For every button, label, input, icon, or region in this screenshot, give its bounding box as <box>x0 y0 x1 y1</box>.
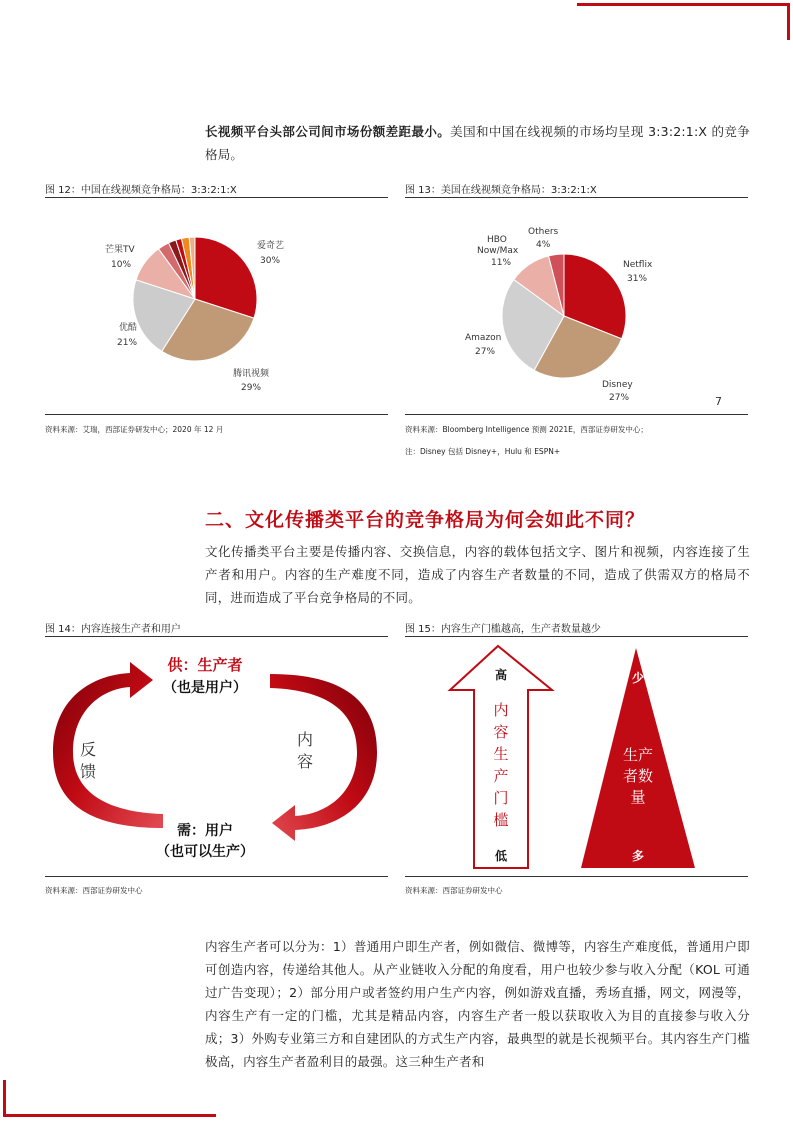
section-2-title: 二、文化传播类平台的竞争格局为何会如此不同？ <box>205 509 646 531</box>
fig12-label-youku: 优酷 <box>119 323 138 333</box>
fig13-label-netflix: Netflix <box>623 260 653 270</box>
content-arc <box>270 674 377 841</box>
arrowText-char: 门 <box>493 789 509 807</box>
fig13-pct-others: 4% <box>536 240 551 250</box>
fig13-label-others: Others <box>528 227 559 237</box>
fig14-bottom-rule <box>45 876 388 877</box>
leftText-char: 馈 <box>79 762 97 781</box>
fig12-bottom-rule <box>45 414 388 415</box>
arrowText-char: 生 <box>493 745 509 763</box>
fig15-title: 图 15：内容生产门槛越高，生产者数量越少 <box>405 624 601 635</box>
fig12-title: 图 12：中国在线视频竞争格局：3:3:2:1:X <box>45 185 237 196</box>
arrowText-char: 容 <box>493 723 509 741</box>
fig15-bottom-rule <box>405 876 748 877</box>
fig13-pct-hbo: 11% <box>491 258 512 268</box>
fig13-source: 资料来源：Bloomberg Intelligence 预测 2021E，西部证券研发中心； <box>405 425 648 434</box>
fig13-label-hbo1: HBO <box>487 235 507 245</box>
fig12-pct-mango: 10% <box>111 260 132 270</box>
fig13-pie-chart <box>405 200 748 410</box>
svg-text:内容 <box>297 730 313 771</box>
fig13-label-hbo2: Now/Max <box>477 246 519 256</box>
top-right-corner-edge <box>787 3 790 40</box>
fig14-source: 资料来源：西部证券研发中心 <box>45 886 143 895</box>
fig14-demand: 需：用户 <box>177 823 233 839</box>
svg-text:反馈 <box>80 740 96 781</box>
arrowText-char: 内 <box>493 701 509 719</box>
bottom-left-corner-edge <box>3 1080 6 1117</box>
fig14-title: 图 14：内容连接生产者和用户 <box>45 624 181 635</box>
fig13-top-rule <box>405 197 748 198</box>
tri-text-line: 量 <box>630 788 646 806</box>
fig13-title: 图 13：美国在线视频竞争格局：3:3:2:1:X <box>405 185 597 196</box>
fig15-tri-bottom: 多 <box>631 849 645 863</box>
arrowText-char: 槛 <box>493 811 509 829</box>
fig15-diagram <box>405 640 748 875</box>
fig12-pct-iqiyi: 30% <box>260 256 281 266</box>
top-right-corner-bar <box>577 3 790 6</box>
tri-text-line: 生产 <box>622 746 654 764</box>
fig13-pct-disney: 27% <box>609 393 630 403</box>
fig15-top-label: 高 <box>494 668 508 682</box>
rightText-char: 内 <box>296 730 314 749</box>
intro-bold: 长视频平台头部公司间市场份额差距最小。 <box>205 124 451 139</box>
fig14-left-text <box>80 740 96 781</box>
fig12-label-tencent: 腾讯视频 <box>233 369 270 379</box>
section-2-paragraph: 文化传播类平台主要是传播内容、交换信息，内容的载体包括文字、图片和视频，内容连接了生产者和用户。内容的生产难度不同，造成了内容生产者数量的不同，造成了供需双方的格局不同，进而造成了平台竞争格局的不同。 <box>205 544 750 605</box>
rightText-char: 容 <box>296 752 314 771</box>
fig13-page-number: 7 <box>715 395 722 408</box>
fig14-right-text <box>297 730 313 771</box>
fig14-top-rule <box>45 636 388 637</box>
leftText-char: 反 <box>79 740 97 759</box>
fig15-bottom-label: 低 <box>494 849 508 863</box>
fig12-top-rule <box>45 197 388 198</box>
fig15-tri-top: 少 <box>631 671 645 685</box>
feedback-arc <box>53 662 163 828</box>
fig13-pct-netflix: 31% <box>627 274 648 284</box>
fig14-cycle-diagram <box>45 640 388 875</box>
fig13-label-amazon: Amazon <box>465 333 502 343</box>
fig12-pct-youku: 21% <box>117 338 138 348</box>
fig13-note: 注：Disney 包括 Disney+，Hulu 和 ESPN+ <box>405 447 561 456</box>
bottom-left-corner-bar <box>3 1114 216 1117</box>
fig12-pie-chart <box>45 200 388 410</box>
bottom-paragraph: 内容生产者可以分为：1）普通用户即生产者，例如微信、微博等，内容生产难度低，普通用户即可创造内容，传递给其他人。从产业链收入分配的角度看，用户也较少参与收入分配（KOL 可通过广告变现）；2）部分用户或者签约用户生产内容，例如游戏直播，秀场直播，网文，网漫等，内容生产有一定的门槛，尤其是精品内容，内容生产者一般以获取收入为目的直接参与收入分成；3）外购专业第三方和自建团队的方式生产内容，最典型的就是长视频平台。其内容生产门槛极高，内容生产者盈利目的最强。这三种生产者和 <box>205 939 750 1069</box>
intro-paragraph <box>205 120 750 166</box>
intro-rest: 美国和中国在线视频的市场均呈现 3:3:2:1:X 的竞争格局。 <box>205 124 750 162</box>
fig13-bottom-rule <box>405 414 748 415</box>
fig12-label-mango: 芒果TV <box>105 245 135 255</box>
fig12-pct-tencent: 29% <box>241 383 262 393</box>
fig14-supply-sub: （也是用户） <box>163 680 247 696</box>
arrowText-char: 产 <box>493 767 509 785</box>
fig14-demand-sub: （也可以生产） <box>156 844 254 860</box>
fig12-source: 资料来源：艾瑞，西部证券研发中心；2020 年 12 月 <box>45 425 224 434</box>
fig13-pct-amazon: 27% <box>475 347 496 357</box>
fig15-source: 资料来源：西部证券研发中心 <box>405 886 503 895</box>
fig12-label-iqiyi: 爱奇艺 <box>257 241 285 251</box>
fig13-label-disney: Disney <box>602 380 633 390</box>
tri-text-line: 者数 <box>622 767 654 785</box>
fig14-supply: 供：生产者 <box>167 656 243 674</box>
fig15-top-rule <box>405 636 748 637</box>
